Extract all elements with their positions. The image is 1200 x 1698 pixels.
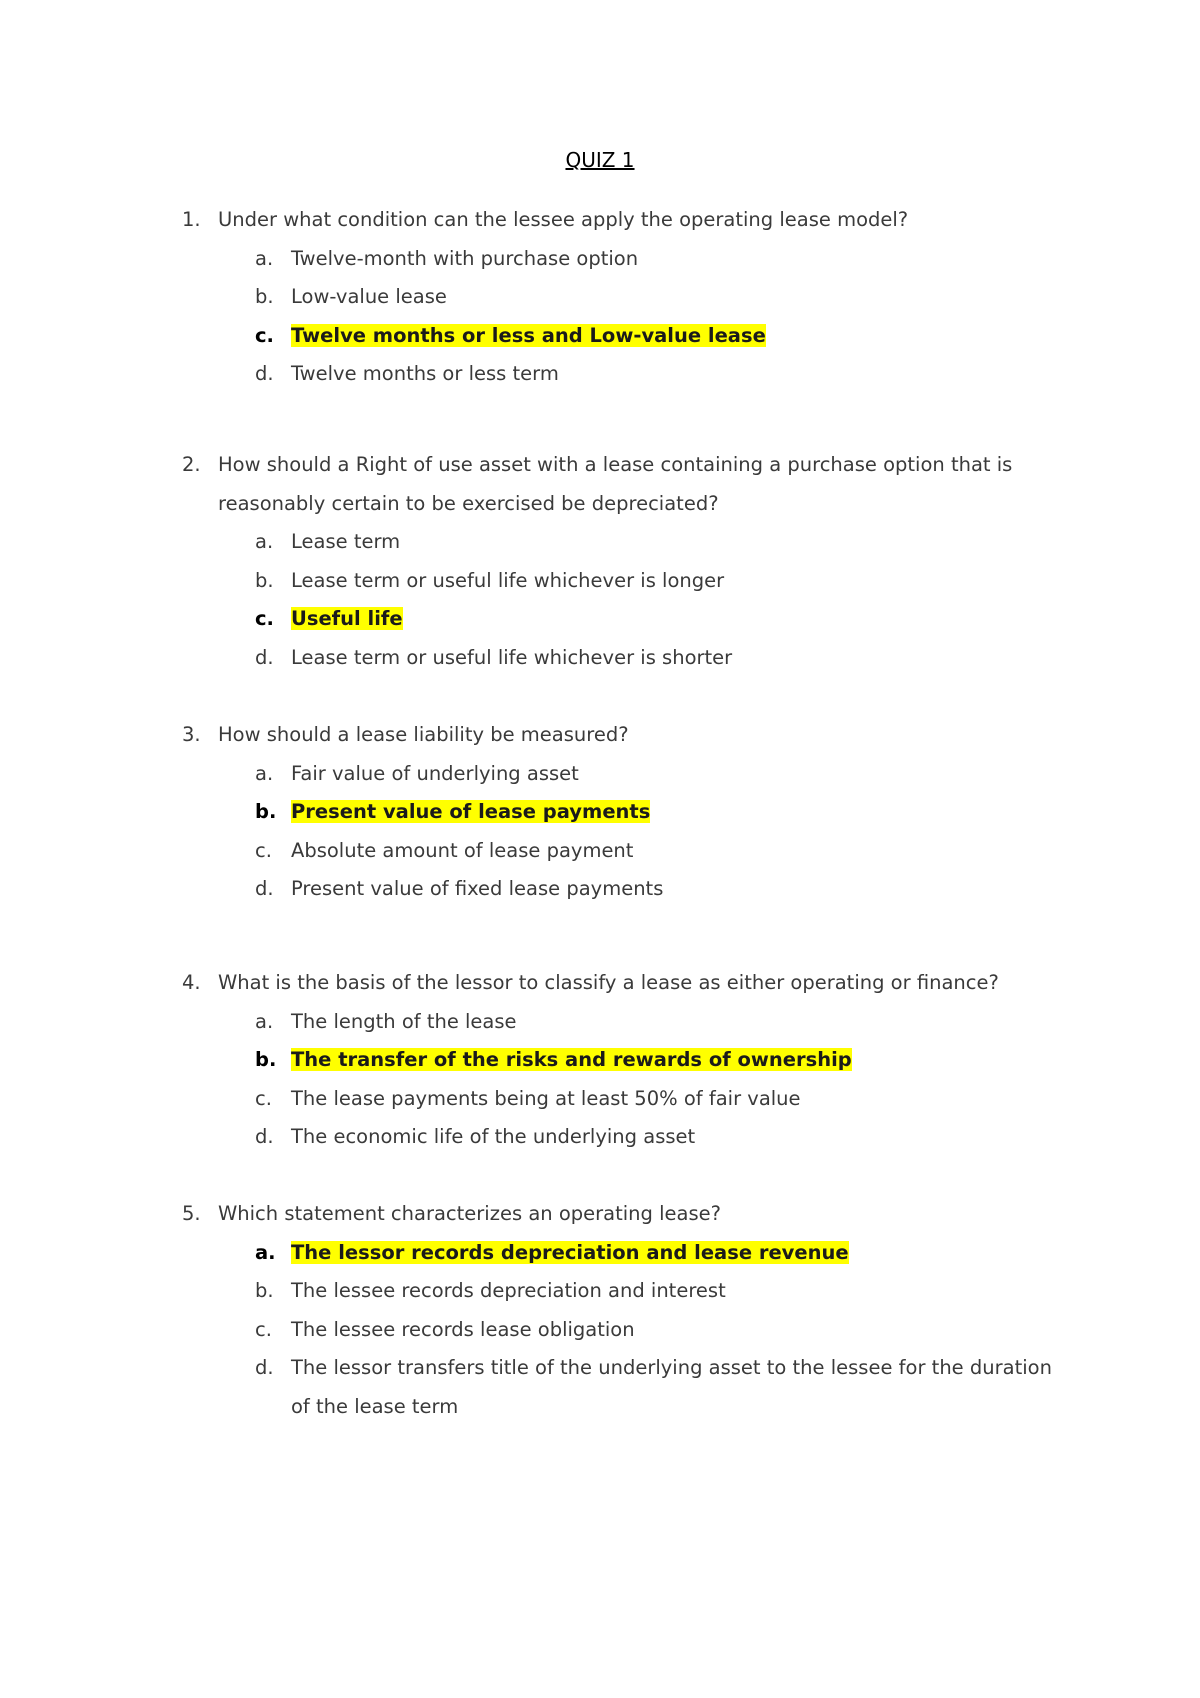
option-d [182,1349,1062,1426]
option-text: Low-value lease [291,285,447,308]
question-text: Which statement characterizes an operating lease? [218,1202,721,1225]
option-list [182,240,1062,394]
option-text: The lessee records lease obligation [291,1317,635,1341]
option-a [182,1003,1062,1042]
option-letter: a. [255,761,274,785]
option-text: Fair value of underlying asset [291,761,579,785]
option-letter: c. [255,1086,272,1110]
option-a [182,240,1062,279]
option-letter: d. [255,362,274,385]
question-text: Under what condition can the lessee apply the operating lease model? [218,208,909,231]
option-text: Twelve-month with purchase option [291,246,639,270]
option-text: Absolute amount of lease payment [291,838,634,862]
question-text: What is the basis of the lessor to classify a lease as either operating or finance? [218,971,999,994]
option-text: Lease term or useful life whichever is longer [291,568,725,592]
option-c [182,1080,1062,1119]
highlighted-answer: The lessor records depreciation and lease revenue [291,1240,849,1264]
highlighted-answer: Useful life [291,607,403,630]
question-1 [182,201,1062,394]
option-letter: b. [255,568,274,592]
option-letter: c. [255,323,274,347]
option-c [182,832,1062,871]
option-list [182,755,1062,909]
option-d [182,870,1062,909]
question-2 [182,446,1062,677]
option-text: Lease term [291,530,401,553]
option-text: Twelve months or less term [291,362,559,385]
option-letter: c. [255,607,274,630]
option-text: Present value of fixed lease payments [291,877,664,900]
option-letter: b. [255,1279,274,1302]
option-text: The lease payments being at least 50% of fair value [291,1086,801,1110]
option-c [182,1311,1062,1350]
option-letter: d. [255,1356,274,1379]
option-text: The lessee records depreciation and interest [291,1279,726,1302]
option-d [182,1118,1062,1157]
option-text: The length of the lease [291,1009,517,1033]
option-letter: b. [255,1048,277,1071]
option-d [182,355,1062,394]
option-letter: c. [255,1317,272,1341]
option-letter: a. [255,1009,274,1033]
highlighted-answer: The transfer of the risks and rewards of ownership [291,1048,852,1071]
option-a [182,755,1062,794]
option-b [182,562,1062,601]
question-number: 2. [182,453,201,476]
question-text: How should a lease liability be measured? [218,723,629,746]
option-text: The economic life of the underlying asset [291,1125,696,1148]
question-3 [182,716,1062,909]
question-5 [182,1195,1062,1426]
option-letter: d. [255,1125,274,1148]
option-a-correct-answer [182,1234,1062,1273]
option-letter: a. [255,246,274,270]
option-b [182,278,1062,317]
option-letter: c. [255,838,272,862]
option-b-correct-answer [182,1041,1062,1080]
option-b [182,1272,1062,1311]
option-c-correct-answer [182,317,1062,356]
question-number: 3. [182,723,201,746]
option-c-correct-answer [182,600,1062,639]
option-letter: b. [255,285,274,308]
option-letter: a. [255,1240,276,1264]
highlighted-answer: Present value of lease payments [291,800,651,823]
option-list [182,1003,1062,1157]
option-letter: b. [255,800,277,823]
question-4 [182,964,1062,1157]
option-list [182,523,1062,677]
option-text: Lease term or useful life whichever is shorter [291,645,733,669]
option-letter: a. [255,530,274,553]
question-number: 5. [182,1202,201,1225]
page-title: QUIZ 1 [565,148,635,172]
option-b-correct-answer [182,793,1062,832]
option-text: The lessor transfers title of the underlying asset to the lessee for the duration of the lease term [291,1356,1052,1418]
option-letter: d. [255,877,274,900]
highlighted-answer: Twelve months or less and Low-value lease [291,323,766,347]
option-a [182,523,1062,562]
question-number: 1. [182,208,201,231]
option-d [182,639,1062,678]
option-list [182,1234,1062,1427]
question-number: 4. [182,971,201,994]
option-letter: d. [255,645,274,669]
question-text: How should a Right of use asset with a lease containing a purchase option that is reasonably certain to be exercised be depreciated? [218,453,1013,515]
